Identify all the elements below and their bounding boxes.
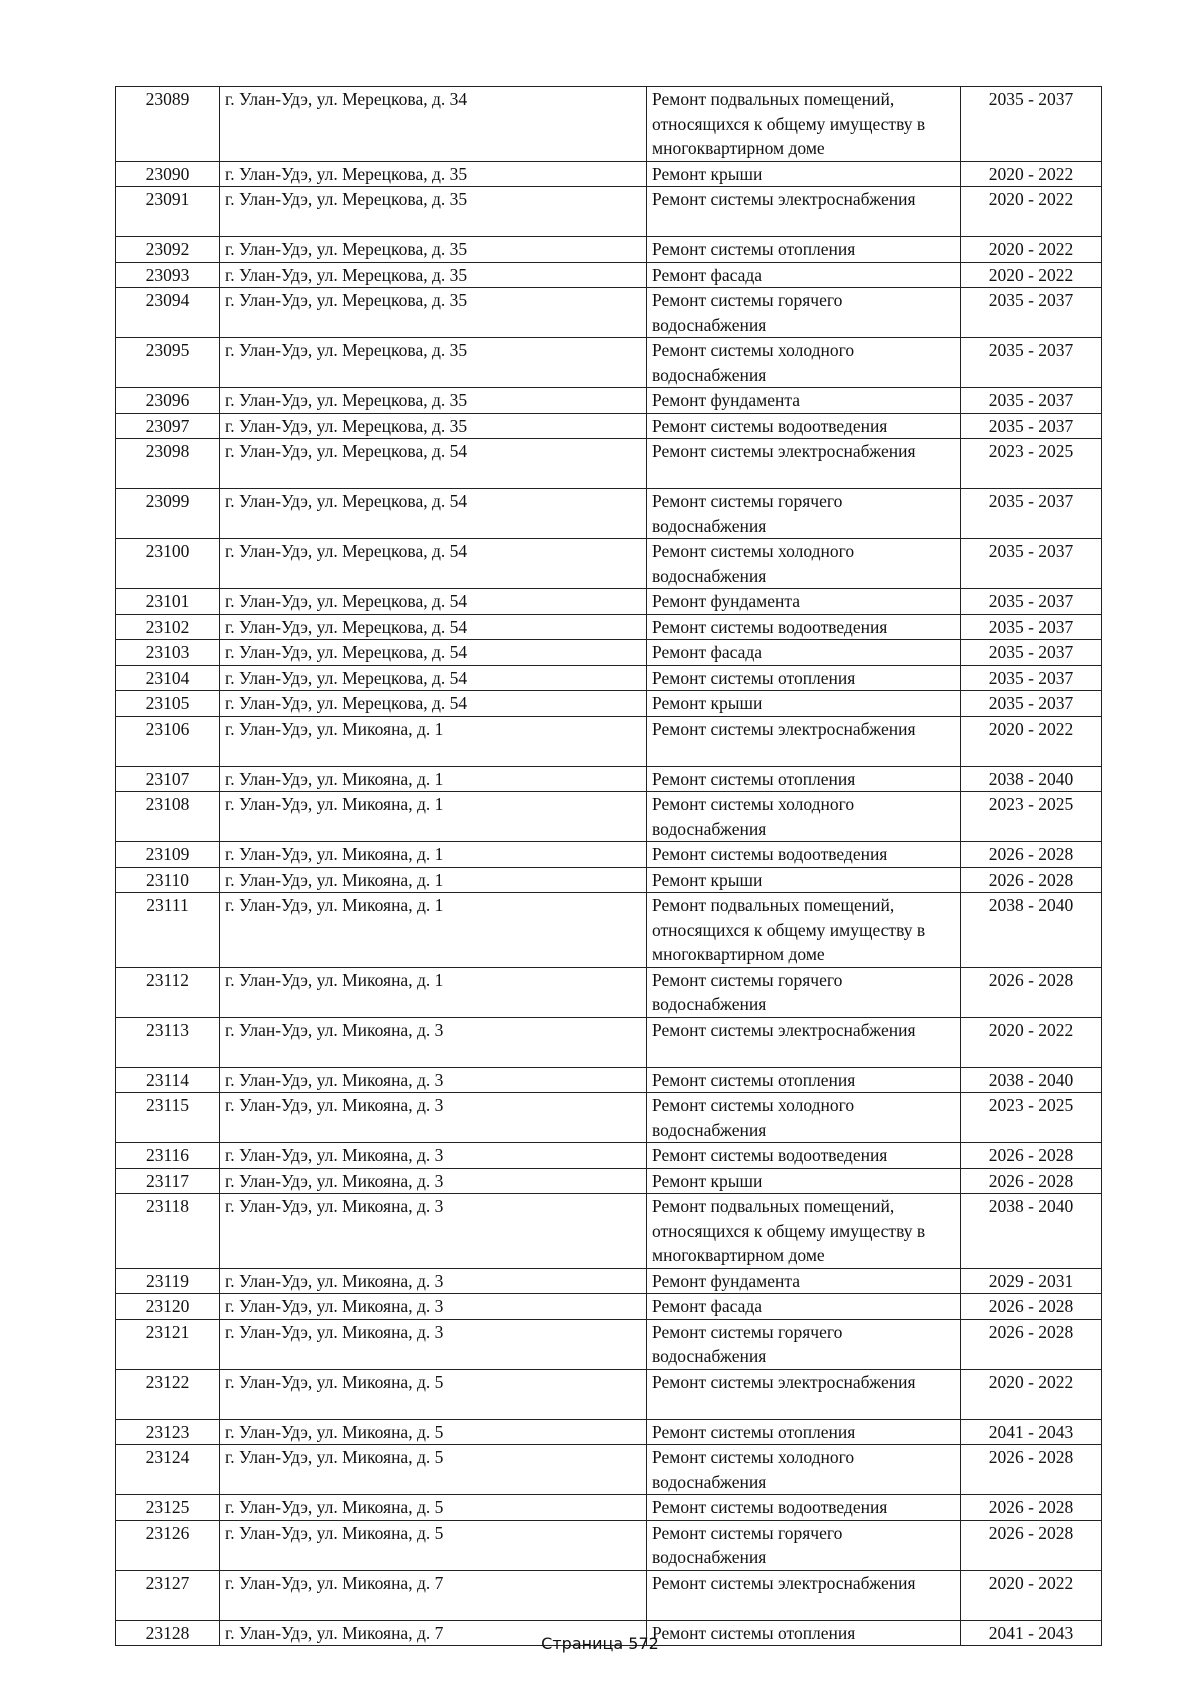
row-period: 2038 - 2040 (961, 766, 1102, 792)
row-work-type: Ремонт системы горячего водоснабжения (647, 967, 961, 1017)
table-row (116, 1194, 1102, 1269)
row-period: 2026 - 2028 (961, 1319, 1102, 1369)
row-period: 2035 - 2037 (961, 539, 1102, 589)
row-period: 2020 - 2022 (961, 161, 1102, 187)
table-row (116, 1168, 1102, 1194)
table-row (116, 967, 1102, 1017)
row-work-type: Ремонт фасада (647, 262, 961, 288)
row-address: г. Улан-Удэ, ул. Микояна, д. 3 (220, 1319, 647, 1369)
row-address: г. Улан-Удэ, ул. Мерецкова, д. 35 (220, 237, 647, 263)
row-address: г. Улан-Удэ, ул. Микояна, д. 3 (220, 1194, 647, 1269)
row-work-type: Ремонт системы электроснабжения (647, 716, 961, 766)
row-work-type: Ремонт системы отопления (647, 1067, 961, 1093)
table-row (116, 87, 1102, 162)
table-row (116, 1570, 1102, 1620)
row-period: 2023 - 2025 (961, 439, 1102, 489)
row-period: 2035 - 2037 (961, 640, 1102, 666)
table-row (116, 792, 1102, 842)
row-address: г. Улан-Удэ, ул. Микояна, д. 3 (220, 1017, 647, 1067)
row-number: 23118 (116, 1194, 220, 1269)
row-period: 2035 - 2037 (961, 489, 1102, 539)
table-row (116, 842, 1102, 868)
row-work-type: Ремонт системы электроснабжения (647, 1369, 961, 1419)
table-row (116, 161, 1102, 187)
row-work-type: Ремонт системы водоотведения (647, 614, 961, 640)
row-period: 2020 - 2022 (961, 1369, 1102, 1419)
row-number: 23106 (116, 716, 220, 766)
table-row (116, 1093, 1102, 1143)
row-work-type: Ремонт системы электроснабжения (647, 1570, 961, 1620)
row-period: 2029 - 2031 (961, 1268, 1102, 1294)
capital-repair-table (115, 86, 1102, 1646)
table-row (116, 1017, 1102, 1067)
table-row (116, 893, 1102, 968)
row-work-type: Ремонт системы горячего водоснабжения (647, 1520, 961, 1570)
row-period: 2026 - 2028 (961, 1294, 1102, 1320)
row-address: г. Улан-Удэ, ул. Микояна, д. 1 (220, 867, 647, 893)
row-number: 23120 (116, 1294, 220, 1320)
row-number: 23107 (116, 766, 220, 792)
table-row (116, 1067, 1102, 1093)
row-work-type: Ремонт системы водоотведения (647, 1495, 961, 1521)
row-address: г. Улан-Удэ, ул. Микояна, д. 3 (220, 1268, 647, 1294)
row-address: г. Улан-Удэ, ул. Мерецкова, д. 35 (220, 413, 647, 439)
row-work-type: Ремонт системы холодного водоснабжения (647, 1445, 961, 1495)
table-row (116, 766, 1102, 792)
row-number: 23094 (116, 288, 220, 338)
row-work-type: Ремонт фундамента (647, 1268, 961, 1294)
table-row (116, 187, 1102, 237)
row-work-type: Ремонт фасада (647, 1294, 961, 1320)
row-number: 23091 (116, 187, 220, 237)
row-address: г. Улан-Удэ, ул. Микояна, д. 5 (220, 1495, 647, 1521)
table-row (116, 262, 1102, 288)
row-period: 2026 - 2028 (961, 967, 1102, 1017)
row-number: 23090 (116, 161, 220, 187)
row-address: г. Улан-Удэ, ул. Микояна, д. 1 (220, 716, 647, 766)
row-period: 2038 - 2040 (961, 1067, 1102, 1093)
row-period: 2026 - 2028 (961, 842, 1102, 868)
row-number: 23109 (116, 842, 220, 868)
row-number: 23105 (116, 691, 220, 717)
table-row (116, 1294, 1102, 1320)
row-address: г. Улан-Удэ, ул. Мерецкова, д. 54 (220, 665, 647, 691)
table-row (116, 1143, 1102, 1169)
row-work-type: Ремонт фундамента (647, 589, 961, 615)
row-number: 23103 (116, 640, 220, 666)
row-work-type: Ремонт крыши (647, 161, 961, 187)
row-number: 23122 (116, 1369, 220, 1419)
row-number: 23126 (116, 1520, 220, 1570)
row-address: г. Улан-Удэ, ул. Микояна, д. 3 (220, 1067, 647, 1093)
row-number: 23092 (116, 237, 220, 263)
row-number: 23102 (116, 614, 220, 640)
row-period: 2023 - 2025 (961, 792, 1102, 842)
table-row (116, 1268, 1102, 1294)
row-address: г. Улан-Удэ, ул. Мерецкова, д. 54 (220, 539, 647, 589)
row-address: г. Улан-Удэ, ул. Микояна, д. 5 (220, 1520, 647, 1570)
row-work-type: Ремонт системы отопления (647, 766, 961, 792)
table-row (116, 338, 1102, 388)
row-address: г. Улан-Удэ, ул. Микояна, д. 7 (220, 1620, 647, 1646)
row-number: 23115 (116, 1093, 220, 1143)
page-number: Страница 572 (541, 1634, 659, 1653)
table-row (116, 691, 1102, 717)
row-period: 2026 - 2028 (961, 1520, 1102, 1570)
row-work-type: Ремонт системы холодного водоснабжения (647, 1093, 961, 1143)
table-row (116, 439, 1102, 489)
row-address: г. Улан-Удэ, ул. Мерецкова, д. 34 (220, 87, 647, 162)
row-number: 23121 (116, 1319, 220, 1369)
row-period: 2023 - 2025 (961, 1093, 1102, 1143)
row-address: г. Улан-Удэ, ул. Микояна, д. 5 (220, 1445, 647, 1495)
row-number: 23089 (116, 87, 220, 162)
row-number: 23108 (116, 792, 220, 842)
row-number: 23112 (116, 967, 220, 1017)
row-work-type: Ремонт подвальных помещений, относящихся к общему имуществу в многоквартирном доме (647, 1194, 961, 1269)
table-row (116, 1369, 1102, 1419)
table-row (116, 1419, 1102, 1445)
row-number: 23101 (116, 589, 220, 615)
row-address: г. Улан-Удэ, ул. Микояна, д. 5 (220, 1419, 647, 1445)
row-work-type: Ремонт системы отопления (647, 1620, 961, 1646)
row-period: 2026 - 2028 (961, 1445, 1102, 1495)
row-address: г. Улан-Удэ, ул. Микояна, д. 3 (220, 1168, 647, 1194)
row-address: г. Улан-Удэ, ул. Мерецкова, д. 54 (220, 640, 647, 666)
row-number: 23111 (116, 893, 220, 968)
row-number: 23119 (116, 1268, 220, 1294)
row-number: 23100 (116, 539, 220, 589)
row-address: г. Улан-Удэ, ул. Микояна, д. 1 (220, 842, 647, 868)
row-number: 23113 (116, 1017, 220, 1067)
row-work-type: Ремонт системы водоотведения (647, 413, 961, 439)
row-address: г. Улан-Удэ, ул. Микояна, д. 1 (220, 766, 647, 792)
row-period: 2035 - 2037 (961, 413, 1102, 439)
row-period: 2020 - 2022 (961, 716, 1102, 766)
row-work-type: Ремонт крыши (647, 691, 961, 717)
row-period: 2020 - 2022 (961, 187, 1102, 237)
row-period: 2026 - 2028 (961, 1495, 1102, 1521)
row-address: г. Улан-Удэ, ул. Микояна, д. 7 (220, 1570, 647, 1620)
row-work-type: Ремонт системы холодного водоснабжения (647, 792, 961, 842)
row-period: 2026 - 2028 (961, 1143, 1102, 1169)
table-row (116, 237, 1102, 263)
row-address: г. Улан-Удэ, ул. Мерецкова, д. 54 (220, 614, 647, 640)
row-work-type: Ремонт системы водоотведения (647, 842, 961, 868)
row-number: 23098 (116, 439, 220, 489)
row-period: 2020 - 2022 (961, 237, 1102, 263)
table-row (116, 1495, 1102, 1521)
row-work-type: Ремонт системы электроснабжения (647, 439, 961, 489)
row-number: 23127 (116, 1570, 220, 1620)
table-row (116, 716, 1102, 766)
row-period: 2035 - 2037 (961, 614, 1102, 640)
row-period: 2026 - 2028 (961, 867, 1102, 893)
row-address: г. Улан-Удэ, ул. Мерецкова, д. 35 (220, 161, 647, 187)
row-period: 2035 - 2037 (961, 288, 1102, 338)
row-address: г. Улан-Удэ, ул. Мерецкова, д. 35 (220, 187, 647, 237)
table-row (116, 539, 1102, 589)
row-address: г. Улан-Удэ, ул. Мерецкова, д. 35 (220, 338, 647, 388)
table-row (116, 1445, 1102, 1495)
row-period: 2038 - 2040 (961, 1194, 1102, 1269)
row-number: 23110 (116, 867, 220, 893)
table-body (116, 87, 1102, 1646)
row-period: 2041 - 2043 (961, 1620, 1102, 1646)
row-work-type: Ремонт системы холодного водоснабжения (647, 338, 961, 388)
row-address: г. Улан-Удэ, ул. Мерецкова, д. 35 (220, 388, 647, 414)
row-address: г. Улан-Удэ, ул. Микояна, д. 3 (220, 1143, 647, 1169)
row-period: 2026 - 2028 (961, 1168, 1102, 1194)
row-address: г. Улан-Удэ, ул. Мерецкова, д. 35 (220, 288, 647, 338)
row-address: г. Улан-Удэ, ул. Микояна, д. 5 (220, 1369, 647, 1419)
row-number: 23097 (116, 413, 220, 439)
row-work-type: Ремонт системы отопления (647, 1419, 961, 1445)
row-address: г. Улан-Удэ, ул. Микояна, д. 3 (220, 1093, 647, 1143)
row-period: 2035 - 2037 (961, 388, 1102, 414)
row-work-type: Ремонт крыши (647, 1168, 961, 1194)
row-number: 23096 (116, 388, 220, 414)
row-work-type: Ремонт системы горячего водоснабжения (647, 489, 961, 539)
row-address: г. Улан-Удэ, ул. Микояна, д. 1 (220, 893, 647, 968)
row-period: 2035 - 2037 (961, 87, 1102, 162)
row-number: 23093 (116, 262, 220, 288)
table-row (116, 413, 1102, 439)
row-address: г. Улан-Удэ, ул. Мерецкова, д. 54 (220, 489, 647, 539)
row-work-type: Ремонт подвальных помещений, относящихся к общему имуществу в многоквартирном доме (647, 87, 961, 162)
row-work-type: Ремонт системы отопления (647, 665, 961, 691)
row-number: 23123 (116, 1419, 220, 1445)
table-row (116, 867, 1102, 893)
row-work-type: Ремонт крыши (647, 867, 961, 893)
row-period: 2035 - 2037 (961, 691, 1102, 717)
table-row (116, 640, 1102, 666)
row-work-type: Ремонт системы холодного водоснабжения (647, 539, 961, 589)
row-address: г. Улан-Удэ, ул. Микояна, д. 1 (220, 792, 647, 842)
table-row (116, 1520, 1102, 1570)
row-address: г. Улан-Удэ, ул. Мерецкова, д. 54 (220, 439, 647, 489)
row-work-type: Ремонт системы горячего водоснабжения (647, 1319, 961, 1369)
table-row (116, 288, 1102, 338)
row-number: 23116 (116, 1143, 220, 1169)
row-work-type: Ремонт фундамента (647, 388, 961, 414)
row-number: 23124 (116, 1445, 220, 1495)
table-row (116, 614, 1102, 640)
row-number: 23099 (116, 489, 220, 539)
row-period: 2038 - 2040 (961, 893, 1102, 968)
table-row (116, 489, 1102, 539)
row-work-type: Ремонт подвальных помещений, относящихся к общему имуществу в многоквартирном доме (647, 893, 961, 968)
row-work-type: Ремонт системы горячего водоснабжения (647, 288, 961, 338)
row-number: 23125 (116, 1495, 220, 1521)
row-number: 23104 (116, 665, 220, 691)
row-period: 2035 - 2037 (961, 338, 1102, 388)
table-row (116, 665, 1102, 691)
row-period: 2020 - 2022 (961, 1570, 1102, 1620)
row-number: 23117 (116, 1168, 220, 1194)
row-number: 23114 (116, 1067, 220, 1093)
row-period: 2020 - 2022 (961, 262, 1102, 288)
row-work-type: Ремонт системы водоотведения (647, 1143, 961, 1169)
row-number: 23128 (116, 1620, 220, 1646)
row-work-type: Ремонт системы электроснабжения (647, 1017, 961, 1067)
row-period: 2035 - 2037 (961, 589, 1102, 615)
row-period: 2035 - 2037 (961, 665, 1102, 691)
table-row (116, 589, 1102, 615)
table-row (116, 1319, 1102, 1369)
row-period: 2020 - 2022 (961, 1017, 1102, 1067)
row-work-type: Ремонт фасада (647, 640, 961, 666)
row-address: г. Улан-Удэ, ул. Мерецкова, д. 54 (220, 691, 647, 717)
row-number: 23095 (116, 338, 220, 388)
row-address: г. Улан-Удэ, ул. Микояна, д. 3 (220, 1294, 647, 1320)
row-address: г. Улан-Удэ, ул. Мерецкова, д. 54 (220, 589, 647, 615)
row-work-type: Ремонт системы отопления (647, 237, 961, 263)
row-address: г. Улан-Удэ, ул. Микояна, д. 1 (220, 967, 647, 1017)
row-work-type: Ремонт системы электроснабжения (647, 187, 961, 237)
table-row (116, 388, 1102, 414)
row-address: г. Улан-Удэ, ул. Мерецкова, д. 35 (220, 262, 647, 288)
row-period: 2041 - 2043 (961, 1419, 1102, 1445)
